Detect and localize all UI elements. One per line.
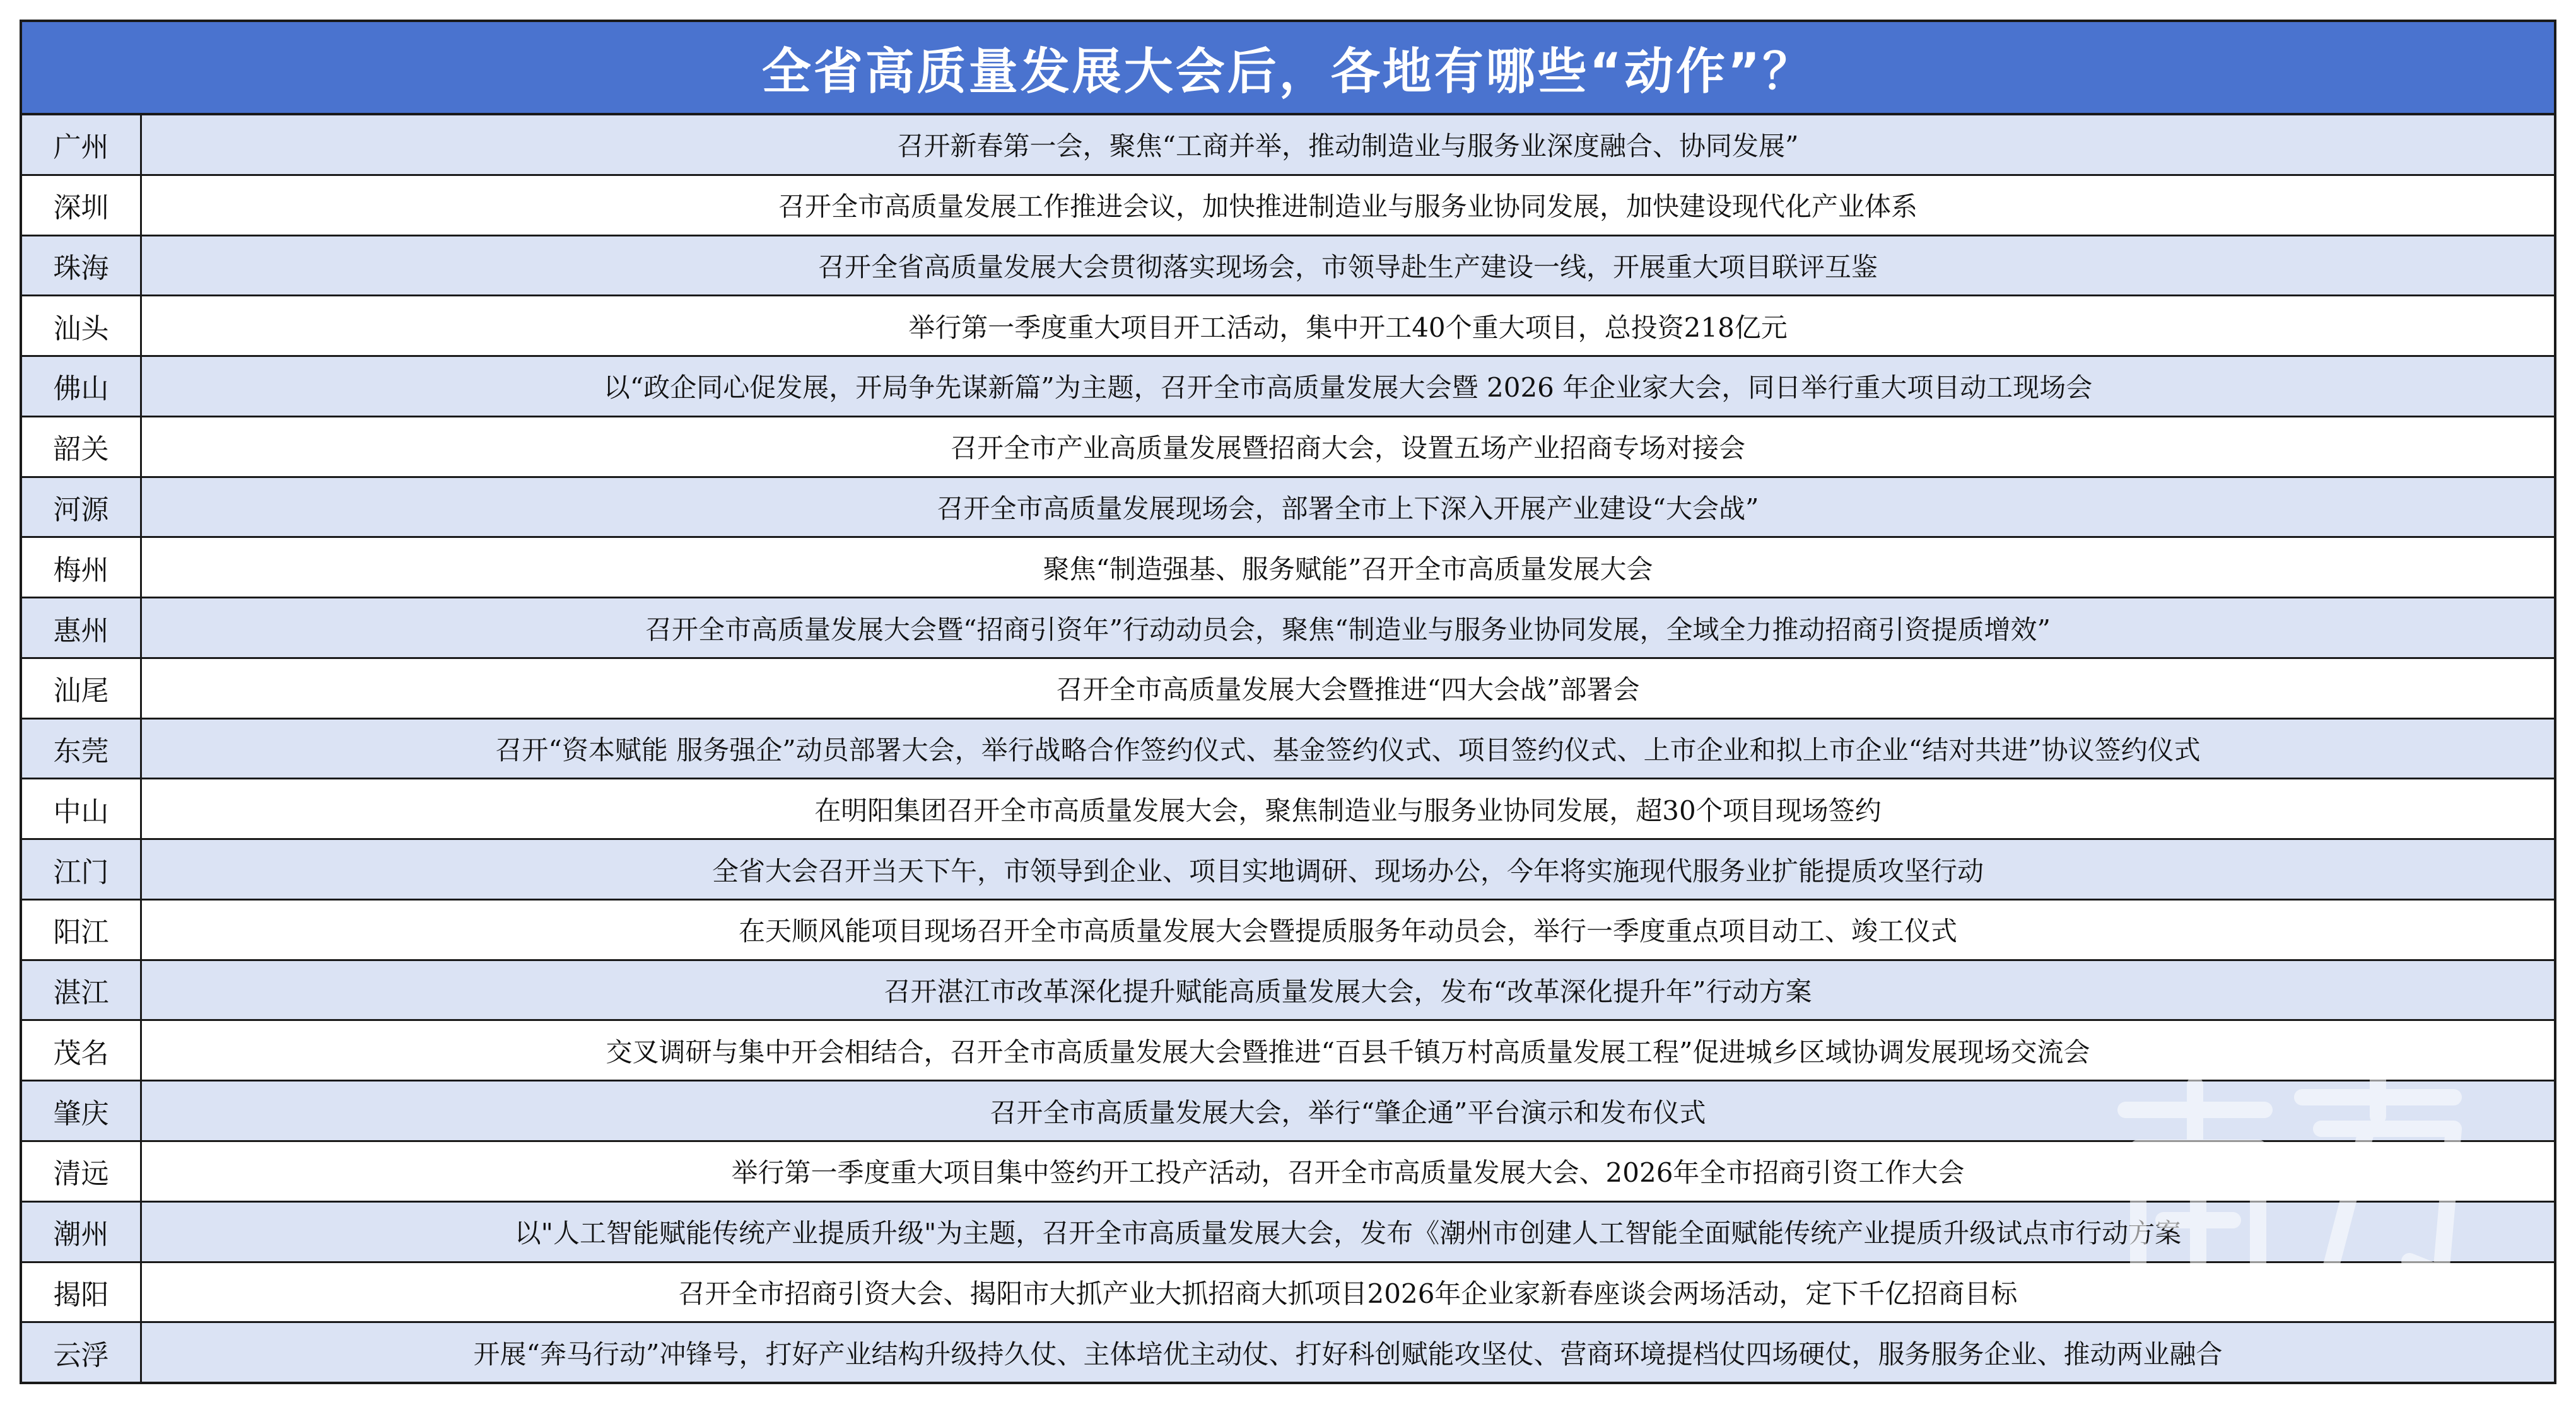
table-row — [22, 115, 2554, 176]
table-row — [22, 176, 2554, 236]
action-cell: 举行第一季度重大项目集中签约开工投产活动，召开全市高质量发展大会、2026年全市招商引资工作大会 — [731, 1157, 1965, 1189]
city-cell: 茂名 — [22, 1021, 142, 1080]
city-cell: 汕头 — [22, 296, 142, 355]
table-row — [22, 296, 2554, 357]
city-cell: 河源 — [22, 478, 142, 537]
action-cell: 召开湛江市改革深化提升赋能高质量发展大会，发布“改革深化提升年”行动方案 — [884, 976, 1812, 1008]
city-cell: 江门 — [22, 840, 142, 899]
city-cell: 揭阳 — [22, 1263, 142, 1322]
table-row — [22, 417, 2554, 478]
table-row — [22, 538, 2554, 598]
action-cell: 召开全市招商引资大会、揭阳市大抓产业大抓招商大抓项目2026年企业家新春座谈会两场活动，定下千亿招商目标 — [678, 1278, 2018, 1309]
city-cell: 阳江 — [22, 901, 142, 959]
action-cell: 召开全市高质量发展大会暨“招商引资年”行动动员会，聚焦“制造业与服务业协同发展，全域全力推动招商引资提质增效” — [645, 614, 2051, 645]
action-cell: 全省大会召开当天下午，市领导到企业、项目实地调研、现场办公，今年将实施现代服务业扩能提质攻坚行动 — [711, 855, 1984, 887]
action-cell: 召开全市高质量发展现场会，部署全市上下深入开展产业建设“大会战” — [937, 493, 1759, 524]
table-row — [22, 598, 2554, 659]
action-cell: 召开新春第一会，聚焦“工商并举，推动制造业与服务业深度融合、协同发展” — [897, 131, 1799, 162]
table-row — [22, 478, 2554, 539]
action-cell: 召开全市高质量发展大会，举行“肇企通”平台演示和发布仪式 — [990, 1097, 1706, 1128]
city-cell: 汕尾 — [22, 659, 142, 718]
city-cell: 广州 — [22, 115, 142, 174]
action-cell: 交叉调研与集中开会相结合，召开全市高质量发展大会暨推进“百县千镇万村高质量发展工程”促进城乡区域协调发展现场交流会 — [606, 1036, 2090, 1068]
city-cell: 东莞 — [22, 720, 142, 778]
action-cell: 以"人工智能赋能传统产业提质升级"为主题，召开全市高质量发展大会，发布《潮州市创建人工智能全面赋能传统产业提质升级试点市行动方案 — [514, 1218, 2182, 1249]
table-row — [22, 1142, 2554, 1203]
action-cell: 召开全市产业高质量发展暨招商大会，设置五场产业招商专场对接会 — [950, 433, 1745, 464]
table-row — [22, 236, 2554, 297]
action-cell: 在天顺风能项目现场召开全市高质量发展大会暨提质服务年动员会，举行一季度重点项目动工、竣工仪式 — [738, 916, 1957, 947]
city-cell: 佛山 — [22, 357, 142, 416]
table-row — [22, 1323, 2554, 1382]
action-cell: 举行第一季度重大项目开工活动，集中开工40个重大项目，总投资218亿元 — [908, 312, 1788, 343]
table-row — [22, 1263, 2554, 1324]
table-row — [22, 1203, 2554, 1263]
table-body — [22, 115, 2554, 1382]
action-cell: 召开全省高质量发展大会贯彻落实现场会，市领导赴生产建设一线，开展重大项目联评互鉴 — [817, 251, 1878, 283]
action-cell: 召开全市高质量发展大会暨推进“四大会战”部署会 — [1056, 674, 1640, 706]
city-cell: 潮州 — [22, 1203, 142, 1261]
table-row — [22, 840, 2554, 901]
city-cell: 清远 — [22, 1142, 142, 1201]
table-row — [22, 1081, 2554, 1142]
action-cell: 聚焦“制造强基、服务赋能”召开全市高质量发展大会 — [1043, 553, 1653, 585]
city-cell: 云浮 — [22, 1323, 142, 1382]
action-cell: 开展“奔马行动”冲锋号，打好产业结构升级持久仗、主体培优主动仗、打好科创赋能攻坚仗、营商环境提档仗四场硬仗，服务服务企业、推动两业融合 — [473, 1338, 2223, 1370]
action-cell: 召开全市高质量发展工作推进会议，加快推进制造业与服务业协同发展，加快建设现代化产业体系 — [778, 191, 1917, 223]
city-cell: 湛江 — [22, 961, 142, 1020]
city-cell: 梅州 — [22, 538, 142, 597]
table-row — [22, 779, 2554, 840]
table-row — [22, 1021, 2554, 1081]
city-cell: 中山 — [22, 779, 142, 838]
city-cell: 深圳 — [22, 176, 142, 235]
table-row — [22, 659, 2554, 720]
table-title: 全省高质量发展大会后，各地有哪些“动作”？ — [22, 22, 2554, 115]
table-row — [22, 961, 2554, 1022]
city-cell: 珠海 — [22, 236, 142, 295]
table-row — [22, 901, 2554, 961]
table-row — [22, 720, 2554, 780]
table-row — [22, 357, 2554, 417]
action-cell: 在明阳集团召开全市高质量发展大会，聚焦制造业与服务业协同发展，超30个项目现场签约 — [814, 795, 1882, 826]
action-cell: 以“政企同心促发展，开局争先谋新篇”为主题，召开全市高质量发展大会暨 2026 年企业家大会，同日举行重大项目动工现场会 — [603, 372, 2093, 404]
summary-table — [20, 20, 2556, 1384]
city-cell: 惠州 — [22, 598, 142, 657]
action-cell: 召开“资本赋能 服务强企”动员部署大会，举行战略合作签约仪式、基金签约仪式、项目签约仪式、上市企业和拟上市企业“结对共进”协议签约仪式 — [495, 735, 2201, 766]
city-cell: 韶关 — [22, 417, 142, 476]
city-cell: 肇庆 — [22, 1081, 142, 1140]
